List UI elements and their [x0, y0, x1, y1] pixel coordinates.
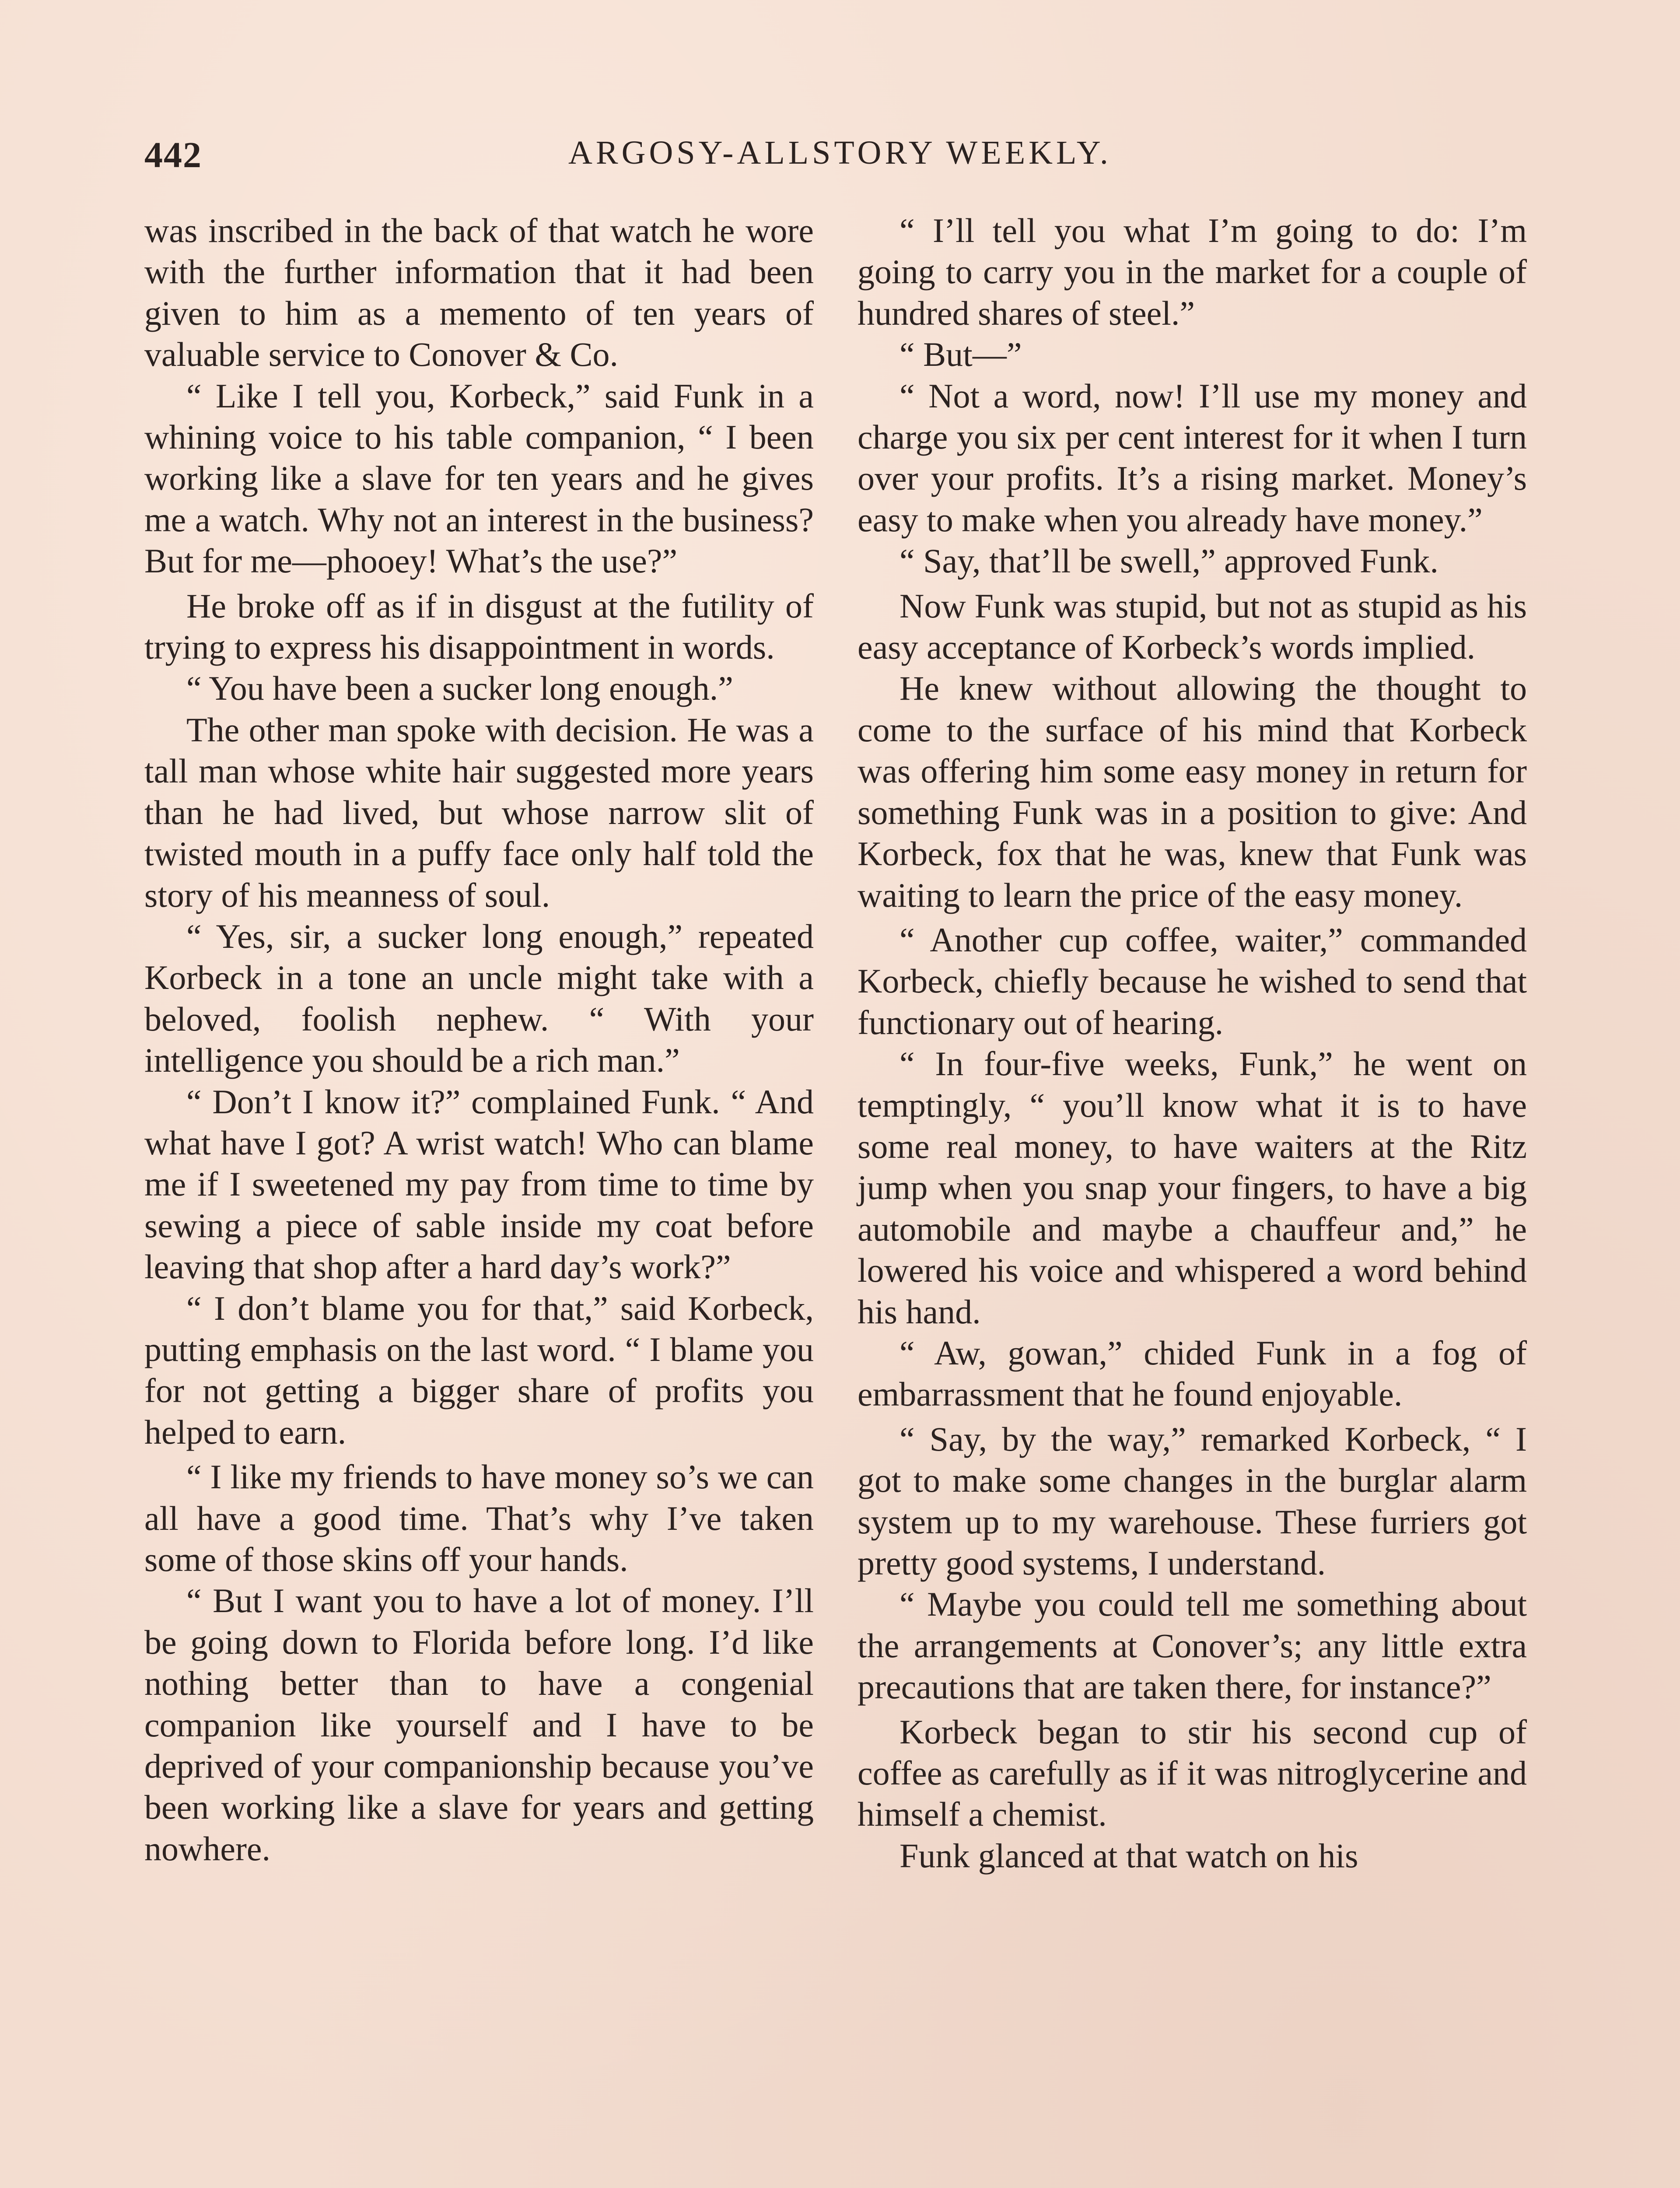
paragraph: “ Maybe you could tell me something about the arrangements at Conover’s; any little extra precautions that are taken there, for instance?”: [858, 1585, 1527, 1706]
paragraph: Now Funk was stupid, but not as stupid as his easy acceptance of Korbeck’s words implied.: [858, 586, 1527, 666]
paragraph: “ I like my friends to have money so’s we can all have a good time. That’s why I’ve taken some of those skins off your hands.: [144, 1458, 814, 1578]
paragraph: “ Like I tell you, Korbeck,” said Funk in a whining voice to his table companion, “ I been working like a slave for ten years and he gives me a watch. Why not an interest in the business? But for me—phooey! What’s the use?”: [144, 376, 814, 580]
paragraph: “ Not a word, now! I’ll use my money and charge you six per cent interest for it when I turn over your profits. It’s a rising market. Money’s easy to make when you already have money.”: [858, 376, 1527, 539]
paragraph: “ Say, that’ll be swell,” approved Funk.: [900, 542, 1438, 580]
paragraph: Funk glanced at that watch on his: [900, 1836, 1358, 1875]
paragraph: “ Yes, sir, a sucker long enough,” repeated Korbeck in a tone an uncle might take with a beloved, foolish nephew. “ With your intelligence you should be a rich man.”: [144, 917, 814, 1080]
paragraph: He broke off as if in disgust at the futility of trying to express his disappointment in words.: [144, 586, 814, 666]
left-column: [144, 210, 814, 1869]
page-number: 442: [144, 135, 202, 175]
paragraph: was inscribed in the back of that watch he wore with the further information that it had been given to him as a memento of ten years of valuable service to Conover & Co.: [144, 211, 814, 374]
running-header: [144, 134, 1536, 182]
paragraph: “ Another cup coffee, waiter,” commanded Korbeck, chiefly because he wished to send that functionary out of hearing.: [858, 920, 1527, 1041]
running-title: ARGOSY-ALLSTORY WEEKLY.: [568, 134, 1112, 171]
right-column: [858, 210, 1527, 1876]
paragraph: “ Say, by the way,” remarked Korbeck, “ I got to make some changes in the burglar alarm system up to my warehouse. These furriers got pretty good systems, I understand.: [858, 1420, 1527, 1582]
paragraph: “ You have been a sucker long enough.”: [186, 669, 733, 708]
paragraph: “ I’ll tell you what I’m going to do: I’m going to carry you in the market for a couple of hundred shares of steel.”: [858, 211, 1527, 332]
paragraph: “ Aw, gowan,” chided Funk in a fog of embarrassment that he found enjoyable.: [858, 1333, 1527, 1413]
paragraph: “ In four-five weeks, Funk,” he went on temptingly, “ you’ll know what it is to have some real money, to have waiters at the Ritz jump when you snap your fingers, to have a big automobile and maybe a chauffeur and,” he lowered his voice and whispered a word behind his hand.: [858, 1045, 1527, 1331]
paragraph: “ Don’t I know it?” complained Funk. “ And what have I got? A wrist watch! Who can blame me if I sweetened my pay from time to time by sewing a piece of sable inside my coat before leaving that shop after a hard day’s work?”: [144, 1082, 814, 1286]
paragraph: He knew without allowing the thought to come to the surface of his mind that Korbeck was offering him some easy money in return for something Funk was in a position to give: And Korbeck, fox that he was, knew that Funk was waiting to learn the price of the easy money.: [858, 669, 1527, 914]
paragraph: The other man spoke with decision. He was a tall man whose white hair suggested more years than he had lived, but whose narrow slit of twisted mouth in a puffy face only half told the story of his meanness of soul.: [144, 710, 814, 914]
paragraph: “ But—”: [900, 335, 1022, 374]
paragraph: “ I don’t blame you for that,” said Korbeck, putting emphasis on the last word. “ I blame you for not getting a bigger share of profits you helped to earn.: [144, 1289, 814, 1451]
paragraph: Korbeck began to stir his second cup of coffee as carefully as if it was nitroglycerine and himself a chemist.: [858, 1712, 1527, 1834]
paragraph: “ But I want you to have a lot of money. I’ll be going down to Florida before long. I’d like nothing better than to have a congenial companion like yourself and I have to be deprived of your companionship because you’ve been working like a slave for years and getting nowhere.: [144, 1581, 814, 1868]
